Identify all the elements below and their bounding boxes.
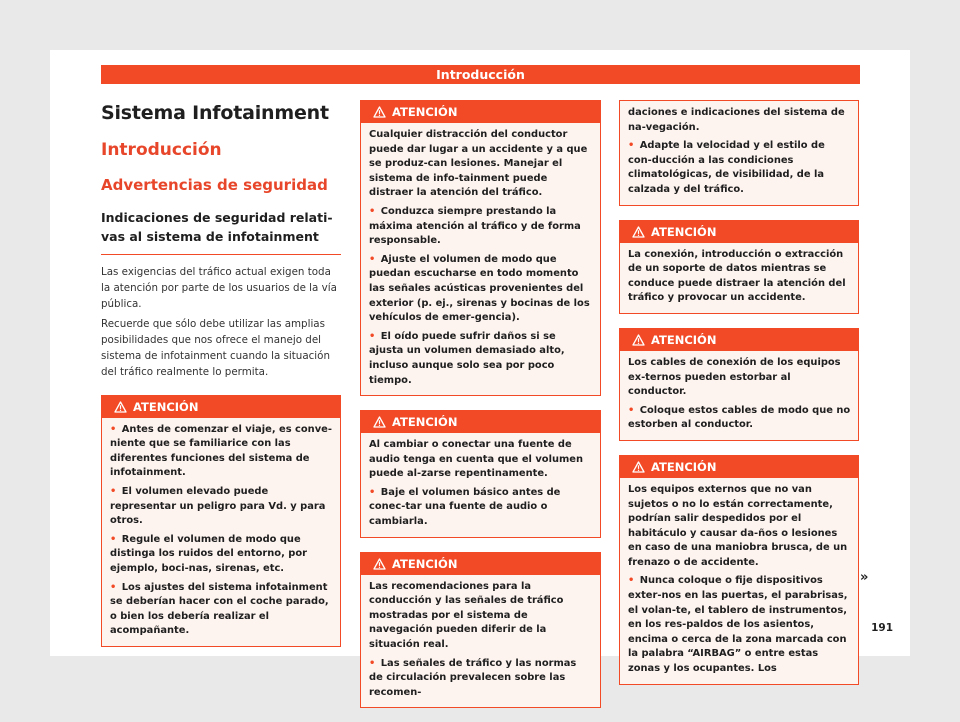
bullet-icon: • (628, 404, 635, 416)
warning-bullet-text: Los ajustes del sistema infotainment se deberían hacer con el coche parado, o bien los debería realizar el acompañante. (110, 581, 329, 637)
bullet-icon: • (110, 581, 117, 593)
warning-bullet-text: Antes de comenzar el viaje, es conve-niente que se familiarice con las diferentes funciones del sistema de infotainment. (110, 423, 332, 479)
warning-intro: Al cambiar o conectar una fuente de audio tenga en cuenta que el volumen puede al-zarse repentinamente. (369, 439, 583, 480)
warning-bullet-text: Las señales de tráfico y las normas de circulación prevalecen sobre las recomen- (369, 657, 577, 698)
warning-bullet-item (628, 574, 851, 676)
section-title: Introducción (101, 140, 222, 160)
warning-box (101, 395, 341, 647)
warning-box (619, 220, 859, 314)
warning-box (360, 100, 601, 396)
warning-body (620, 478, 858, 684)
warning-body (361, 123, 600, 395)
warning-bullet-item (369, 205, 593, 249)
bullet-icon: • (369, 330, 376, 342)
column-right (619, 100, 859, 699)
continue-mark: » (860, 570, 869, 585)
warning-bullet-text: Conduzca siempre prestando la máxima atención al tráfico y de forma responsable. (369, 205, 581, 247)
warning-bullet-item (628, 139, 851, 197)
body-paragraph: Recuerde que sólo debe utilizar las amplias posibilidades que nos ofrece el manejo del sistema de infotainment cuando la situación del tráfico realmente lo permita. (101, 318, 330, 378)
warning-intro: Los cables de conexión de los equipos ex-ternos pueden estorbar al conductor. (628, 356, 841, 398)
warning-box (360, 410, 601, 538)
warning-label: ATENCIÓN (392, 556, 458, 571)
subsection-title: Advertencias de seguridad (101, 176, 328, 194)
warning-box-continued (619, 100, 859, 206)
warning-label: ATENCIÓN (651, 459, 717, 474)
warning-bullet-text: Adapte la velocidad y el estilo de con-ducción a las condiciones climatológicas, de visibilidad, de la calzada y del tráfico. (628, 140, 825, 195)
warning-bullet-text: Coloque estos cables de modo que no estorben al conductor. (628, 404, 851, 431)
warning-bullet-item (369, 486, 593, 530)
warning-header (620, 329, 858, 351)
warning-bullet-text: Regule el volumen de modo que distinga los ruidos del entorno, por ejemplo, boci-nas, sirenas, etc. (110, 533, 307, 574)
warning-triangle-icon (114, 401, 127, 413)
warning-header (361, 553, 600, 575)
warning-box (619, 328, 859, 441)
warning-box (360, 552, 601, 709)
warning-label: ATENCIÓN (392, 105, 458, 119)
bullet-icon: • (110, 485, 117, 497)
warning-bullet-text: Nunca coloque o fije dispositivos exter-nos en las puertas, el parabrisas, el volan-te, el tablero de instrumentos, en los res-paldos de los asientos, encima o cerca de la zona marcada con la palabra “AIRBAG” o entre estas zonas y los ocupantes. Los (628, 575, 848, 675)
bullet-icon: • (110, 423, 117, 435)
warning-bullet-item (110, 581, 333, 639)
warning-intro: Cualquier distracción del conductor puede dar lugar a un accidente y a que se produz-can lesiones. Manejar el sistema de info-tainment puede distraer la atención del tráfico. (369, 129, 588, 199)
section-header: Introducción (101, 65, 860, 84)
bullet-icon: • (369, 205, 376, 217)
topic-title: Indicaciones de seguridad relati-vas al sistema de infotainment (101, 208, 341, 255)
column-middle (360, 100, 601, 722)
warning-triangle-icon (373, 106, 386, 118)
warning-label: ATENCIÓN (651, 332, 717, 347)
warning-header (361, 101, 600, 123)
warning-bullet-item (369, 657, 593, 701)
body-paragraph: Las exigencias del tráfico actual exigen toda la atención por parte de los usuarios de la vía pública. (101, 266, 337, 310)
warning-bullet-item (110, 533, 333, 577)
warning-triangle-icon (632, 226, 645, 238)
bullet-icon: • (110, 533, 117, 545)
warning-intro: daciones e indicaciones del sistema de na-vegación. (628, 107, 845, 133)
bullet-icon: • (628, 140, 635, 152)
warning-bullet-item (628, 404, 851, 433)
warning-bullet-text: El volumen elevado puede representar un peligro para Vd. y para otros. (110, 485, 326, 527)
warning-body (620, 101, 858, 205)
warning-bullet-item (110, 423, 333, 481)
warning-header (620, 221, 858, 243)
warning-body (620, 243, 858, 313)
warning-triangle-icon (373, 558, 386, 570)
warning-label: ATENCIÓN (392, 415, 458, 430)
warning-intro: La conexión, introducción o extracción de un soporte de datos mientras se conduce puede distraer la atención del tráfico y provocar un accidente. (628, 248, 846, 304)
bullet-icon: • (369, 657, 376, 669)
warning-bullet-text: Ajuste el volumen de modo que puedan escucharse en todo momento las señales acústicas provenientes del exterior (p. ej., sirenas y bocinas de los vehículos de emer-gencia). (369, 253, 590, 324)
warning-label: ATENCIÓN (651, 224, 717, 239)
warning-bullet-text: El oído puede sufrir daños si se ajusta un volumen demasiado alto, incluso aunque solo sea por poco tiempo. (369, 330, 565, 386)
warning-bullet-item (369, 330, 593, 388)
warning-body (102, 418, 340, 646)
warning-triangle-icon (632, 334, 645, 346)
warning-intro: Los equipos externos que no van sujetos o no lo están correctamente, podrían salir despedidos por el habitáculo y causar da-ños o lesiones en caso de una maniobra brusca, de un frenazo o de accidente. (628, 483, 848, 568)
warning-triangle-icon (632, 461, 645, 473)
warning-box (619, 455, 859, 685)
warning-triangle-icon (373, 416, 386, 428)
bullet-icon: • (628, 575, 635, 587)
warning-bullet-item (369, 253, 593, 326)
warning-body (361, 433, 600, 537)
chapter-title: Sistema Infotainment (101, 102, 329, 124)
warning-header (620, 456, 858, 478)
bullet-icon: • (369, 253, 376, 265)
warning-bullet-item (110, 485, 333, 529)
warning-header (361, 411, 600, 433)
warning-body (620, 351, 858, 440)
warning-label: ATENCIÓN (133, 399, 199, 414)
warning-header (102, 396, 340, 418)
warning-intro: Las recomendaciones para la conducción y las señales de tráfico mostradas por el sistema de navegación pueden diferir de la situación real. (369, 580, 564, 651)
bullet-icon: • (369, 486, 376, 498)
warning-bullet-text: Baje el volumen básico antes de conec-tar una fuente de audio o cambiarla. (369, 486, 561, 528)
page-number: 191 (871, 622, 893, 634)
column-left (101, 100, 341, 661)
warning-body (361, 575, 600, 708)
